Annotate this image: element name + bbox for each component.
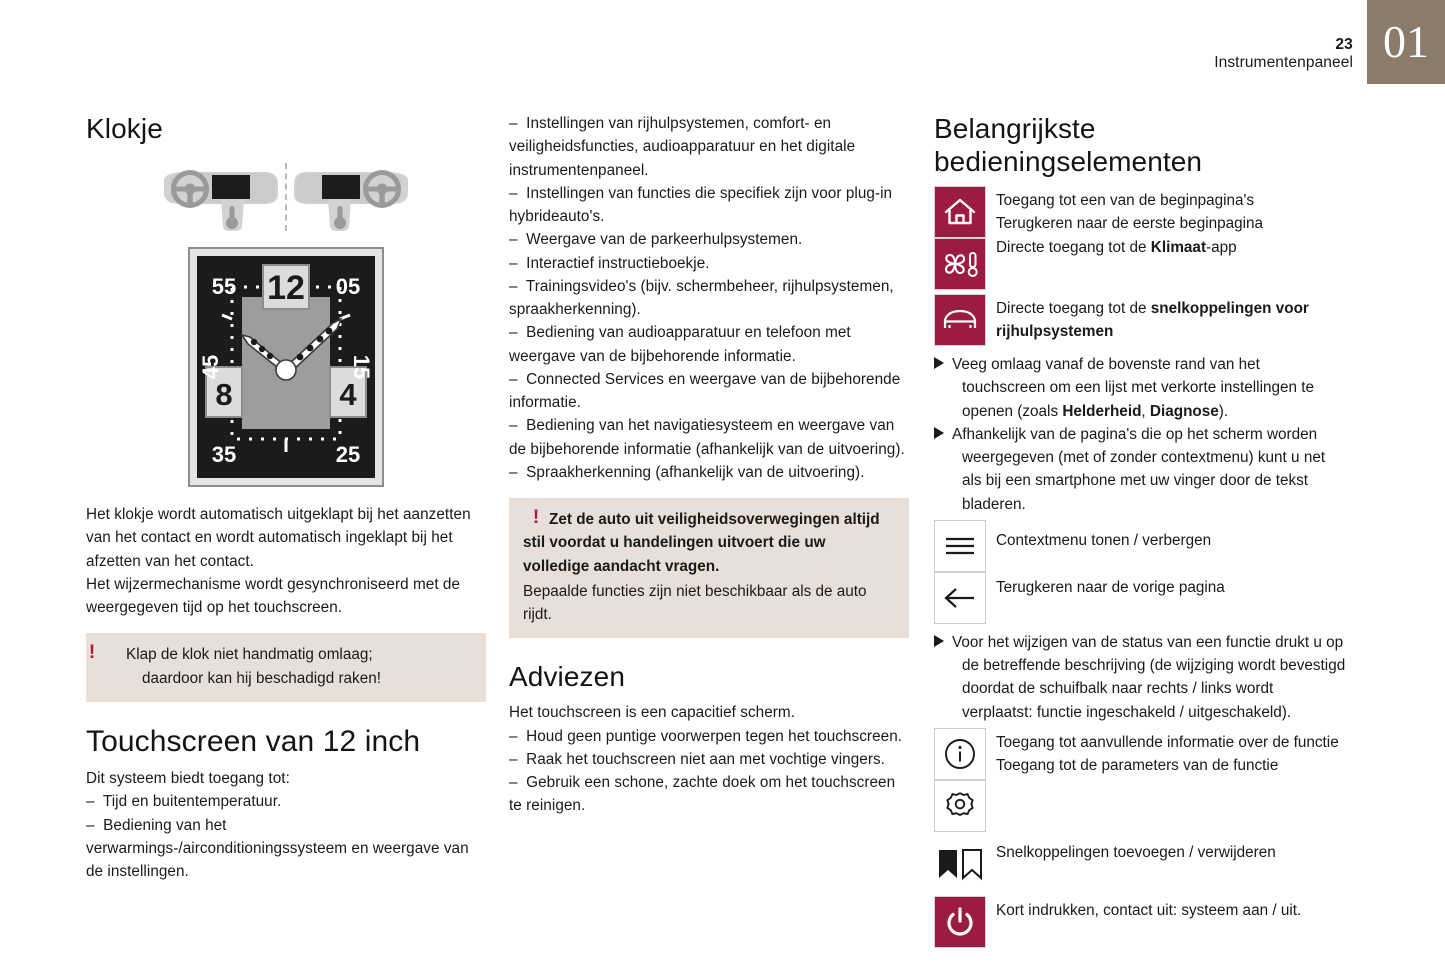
touchscreen-item-1: – Bediening van het verwarmings-/airconditioningssysteem en weergave van de instellingen. xyxy=(86,816,469,881)
title-line-1: Belangrijkste xyxy=(934,113,1096,144)
bookmark-add-remove-icon xyxy=(936,847,984,881)
advice-item: – Gebruik een schone, zachte doek om het touchscreen te reinigen. xyxy=(509,774,896,815)
header-text-block xyxy=(1214,36,1353,72)
hamburger-menu-icon xyxy=(944,535,976,557)
info-circle-icon xyxy=(943,737,977,771)
triangle-bullet-icon xyxy=(934,357,944,369)
right-column xyxy=(934,112,1346,948)
control-row-info-gear xyxy=(934,728,1346,832)
list-item: – Trainingsvideo's (bijv. schermbeheer, rijhulpsystemen, spraakherkenning). xyxy=(509,277,894,318)
illustration-divider xyxy=(285,163,287,231)
climate-icon-box[interactable] xyxy=(934,238,986,290)
climate-desc-suffix: -app xyxy=(1206,238,1237,256)
home-desc-line-2: Terugkeren naar de eerste beginpagina xyxy=(996,215,1264,233)
chapter-number-badge: 01 xyxy=(1367,0,1445,84)
tip-1-bold-1: Helderheid xyxy=(1062,402,1142,420)
climate-desc-bold: Klimaat xyxy=(1150,238,1207,256)
tip-toggle-status xyxy=(934,631,1346,724)
clock-minute-35: 35 xyxy=(211,442,237,468)
menu-icon-box[interactable] xyxy=(934,520,986,572)
clock-paragraph-1: Het klokje wordt automatisch uitgeklapt bij het aanzetten van het contact en wordt automatisch ingeklapt bij het afzetten van het contact. xyxy=(86,506,471,570)
control-row-home-climate xyxy=(934,186,1346,290)
warning-box-clock xyxy=(86,633,486,702)
power-icon-box[interactable] xyxy=(934,896,986,948)
gear-icon-box[interactable] xyxy=(934,780,986,832)
menu-back-descriptions xyxy=(996,520,1225,600)
list-item: – Interactief instructieboekje. xyxy=(509,254,710,272)
arrow-left-icon xyxy=(943,585,977,611)
advice-item: – Raak het touchscreen niet aan met vochtige vingers. xyxy=(509,750,885,768)
adas-icon-box[interactable] xyxy=(934,294,986,346)
page-title-bediening xyxy=(934,112,1346,178)
climate-desc xyxy=(996,236,1263,259)
gear-desc: Toegang tot de parameters van de functie xyxy=(996,757,1279,775)
tip-swipe-down xyxy=(934,353,1346,423)
bookmark-desc: Snelkoppelingen toevoegen / verwijderen xyxy=(996,843,1276,861)
clock-illustration-svg xyxy=(188,247,384,487)
title-line-2: bedieningselementen xyxy=(934,146,1203,178)
tip-scroll-text xyxy=(934,423,1346,516)
list-item: – Spraakherkenning (afhankelijk van de uitvoering). xyxy=(509,463,865,481)
warning-text-safety xyxy=(523,508,895,626)
back-desc: Terugkeren naar de vorige pagina xyxy=(996,579,1225,597)
middle-column xyxy=(509,112,909,818)
page-header xyxy=(1045,0,1445,88)
home-desc-line-1: Toegang tot een van de beginpagina's xyxy=(996,192,1255,210)
touchscreen-intro: Dit systeem biedt toegang tot: xyxy=(86,770,290,788)
clock-label-4: 4 xyxy=(339,377,357,413)
warning-exclamation-icon: ! xyxy=(532,507,540,528)
warning-normal-text: Bepaalde functies zijn niet beschikbaar als de auto rijdt. xyxy=(523,582,867,623)
list-item: – Instellingen van functies die specifiek zijn voor plug-in hybrideauto's. xyxy=(509,184,893,225)
left-column xyxy=(86,112,486,883)
menu-desc: Contextmenu tonen / verbergen xyxy=(996,531,1212,549)
warning-box-safety xyxy=(509,498,909,638)
control-row-power xyxy=(934,896,1346,948)
advice-item: – Houd geen puntige voorwerpen tegen het touchscreen. xyxy=(509,727,903,745)
clock-minute-15: 15 xyxy=(349,354,374,380)
list-item: – Instellingen van rijhulpsystemen, comfort- en veiligheidsfuncties, audioapparatuur en het digitale instrumentenpaneel. xyxy=(509,115,856,179)
triangle-bullet-icon xyxy=(934,427,944,439)
tip-3-text: Voor het wijzigen van de status van een functie drukt u op de betreffende beschrijving (de wijziging wordt bevestigd doordat de schuifbalk naar rechts / links wordt verplaatst: functie ingeschakeld / uitgeschakeld). xyxy=(952,633,1346,721)
list-item: – Weergave van de parkeerhulpsystemen. xyxy=(509,231,803,249)
climate-fan-thermometer-icon xyxy=(941,249,979,279)
car-front-icon xyxy=(941,307,979,333)
power-icon xyxy=(944,906,976,938)
page-title-touchscreen: Touchscreen van 12 inch xyxy=(86,724,421,758)
clock-illustration xyxy=(86,247,486,487)
control-row-adas xyxy=(934,294,1346,346)
gear-icon xyxy=(943,789,977,823)
icon-stack-info-gear xyxy=(934,728,986,832)
adas-desc xyxy=(996,294,1346,344)
adas-desc-bold: snelkoppelingen voor rijhulpsystemen xyxy=(996,300,1309,341)
advice-intro: Het touchscreen is een capacitief scherm. xyxy=(509,704,796,722)
clock-label-12: 12 xyxy=(267,269,305,308)
power-desc: Kort indrukken, contact uit: systeem aan / uit. xyxy=(996,901,1302,919)
warning-line-1: Klap de klok niet handmatig omlaag; xyxy=(126,646,373,664)
warning-exclamation-icon: ! xyxy=(88,642,96,664)
back-icon-box[interactable] xyxy=(934,572,986,624)
touchscreen-item-0: – Tijd en buitentemperatuur. xyxy=(86,793,282,811)
info-desc: Toegang tot aanvullende informatie over de functie xyxy=(996,733,1339,751)
icon-stack-home-climate xyxy=(934,186,986,290)
list-item: – Connected Services en weergave van de bijbehorende informatie. xyxy=(509,370,901,411)
control-row-bookmark xyxy=(934,838,1346,890)
chapter-title: Instrumentenpaneel xyxy=(1214,53,1353,71)
triangle-bullet-icon xyxy=(934,635,944,647)
warning-line-2: daardoor kan hij beschadigd raken! xyxy=(142,669,381,687)
clock-label-8: 8 xyxy=(215,377,233,413)
info-icon-box[interactable] xyxy=(934,728,986,780)
icon-stack-menu-back xyxy=(934,520,986,624)
warning-bold-text: Zet de auto uit veiligheidsoverwegingen altijd stil voordat u handelingen uitvoert die uw volledige aandacht vragen. xyxy=(523,511,880,575)
dashboard-illustration xyxy=(86,161,486,235)
clock-paragraph-2: Het wijzermechanisme wordt gesynchroniseerd met de weergegeven tijd op het touchscreen. xyxy=(86,575,461,617)
page-title-adviezen: Adviezen xyxy=(509,661,625,693)
home-icon xyxy=(943,197,977,227)
info-gear-descriptions xyxy=(996,728,1339,778)
adas-desc-prefix: Directe toegang tot de xyxy=(996,300,1151,318)
page-number: 23 xyxy=(1335,36,1353,53)
tip-1-prefix: Veeg omlaag vanaf de bovenste rand van het touchscreen om een lijst met verkorte instellingen te openen (zoals xyxy=(952,356,1315,420)
clock-minute-55: 55 xyxy=(211,274,237,300)
home-icon-box[interactable] xyxy=(934,186,986,238)
tip-1-mid: , xyxy=(1141,402,1150,420)
clock-minute-25: 25 xyxy=(335,442,361,468)
bookmark-icon-box[interactable] xyxy=(934,838,986,890)
list-item: – Bediening van het navigatiesysteem en weergave van de bijbehorende informatie (afhankelijk van de uitvoering). xyxy=(509,417,905,458)
clock-minute-05: 05 xyxy=(335,274,361,300)
page-title-klokje: Klokje xyxy=(86,113,163,144)
control-row-menu-back xyxy=(934,520,1346,624)
climate-desc-prefix: Directe toegang tot de xyxy=(996,238,1151,256)
list-item: – Bediening van audioapparatuur en telefoon met weergave van de bijbehorende informatie. xyxy=(509,324,851,365)
clock-minute-45: 45 xyxy=(198,354,223,380)
home-climate-descriptions xyxy=(996,186,1263,259)
tip-1-suffix: ). xyxy=(1218,402,1229,420)
tip-1-bold-2: Diagnose xyxy=(1149,402,1219,420)
tip-2-text: Afhankelijk van de pagina's die op het scherm worden weergegeven (met of zonder contextmenu) kunt u net als bij een smartphone met uw vinger door de tekst bladeren. xyxy=(952,425,1326,513)
warning-text-clock xyxy=(88,642,472,690)
